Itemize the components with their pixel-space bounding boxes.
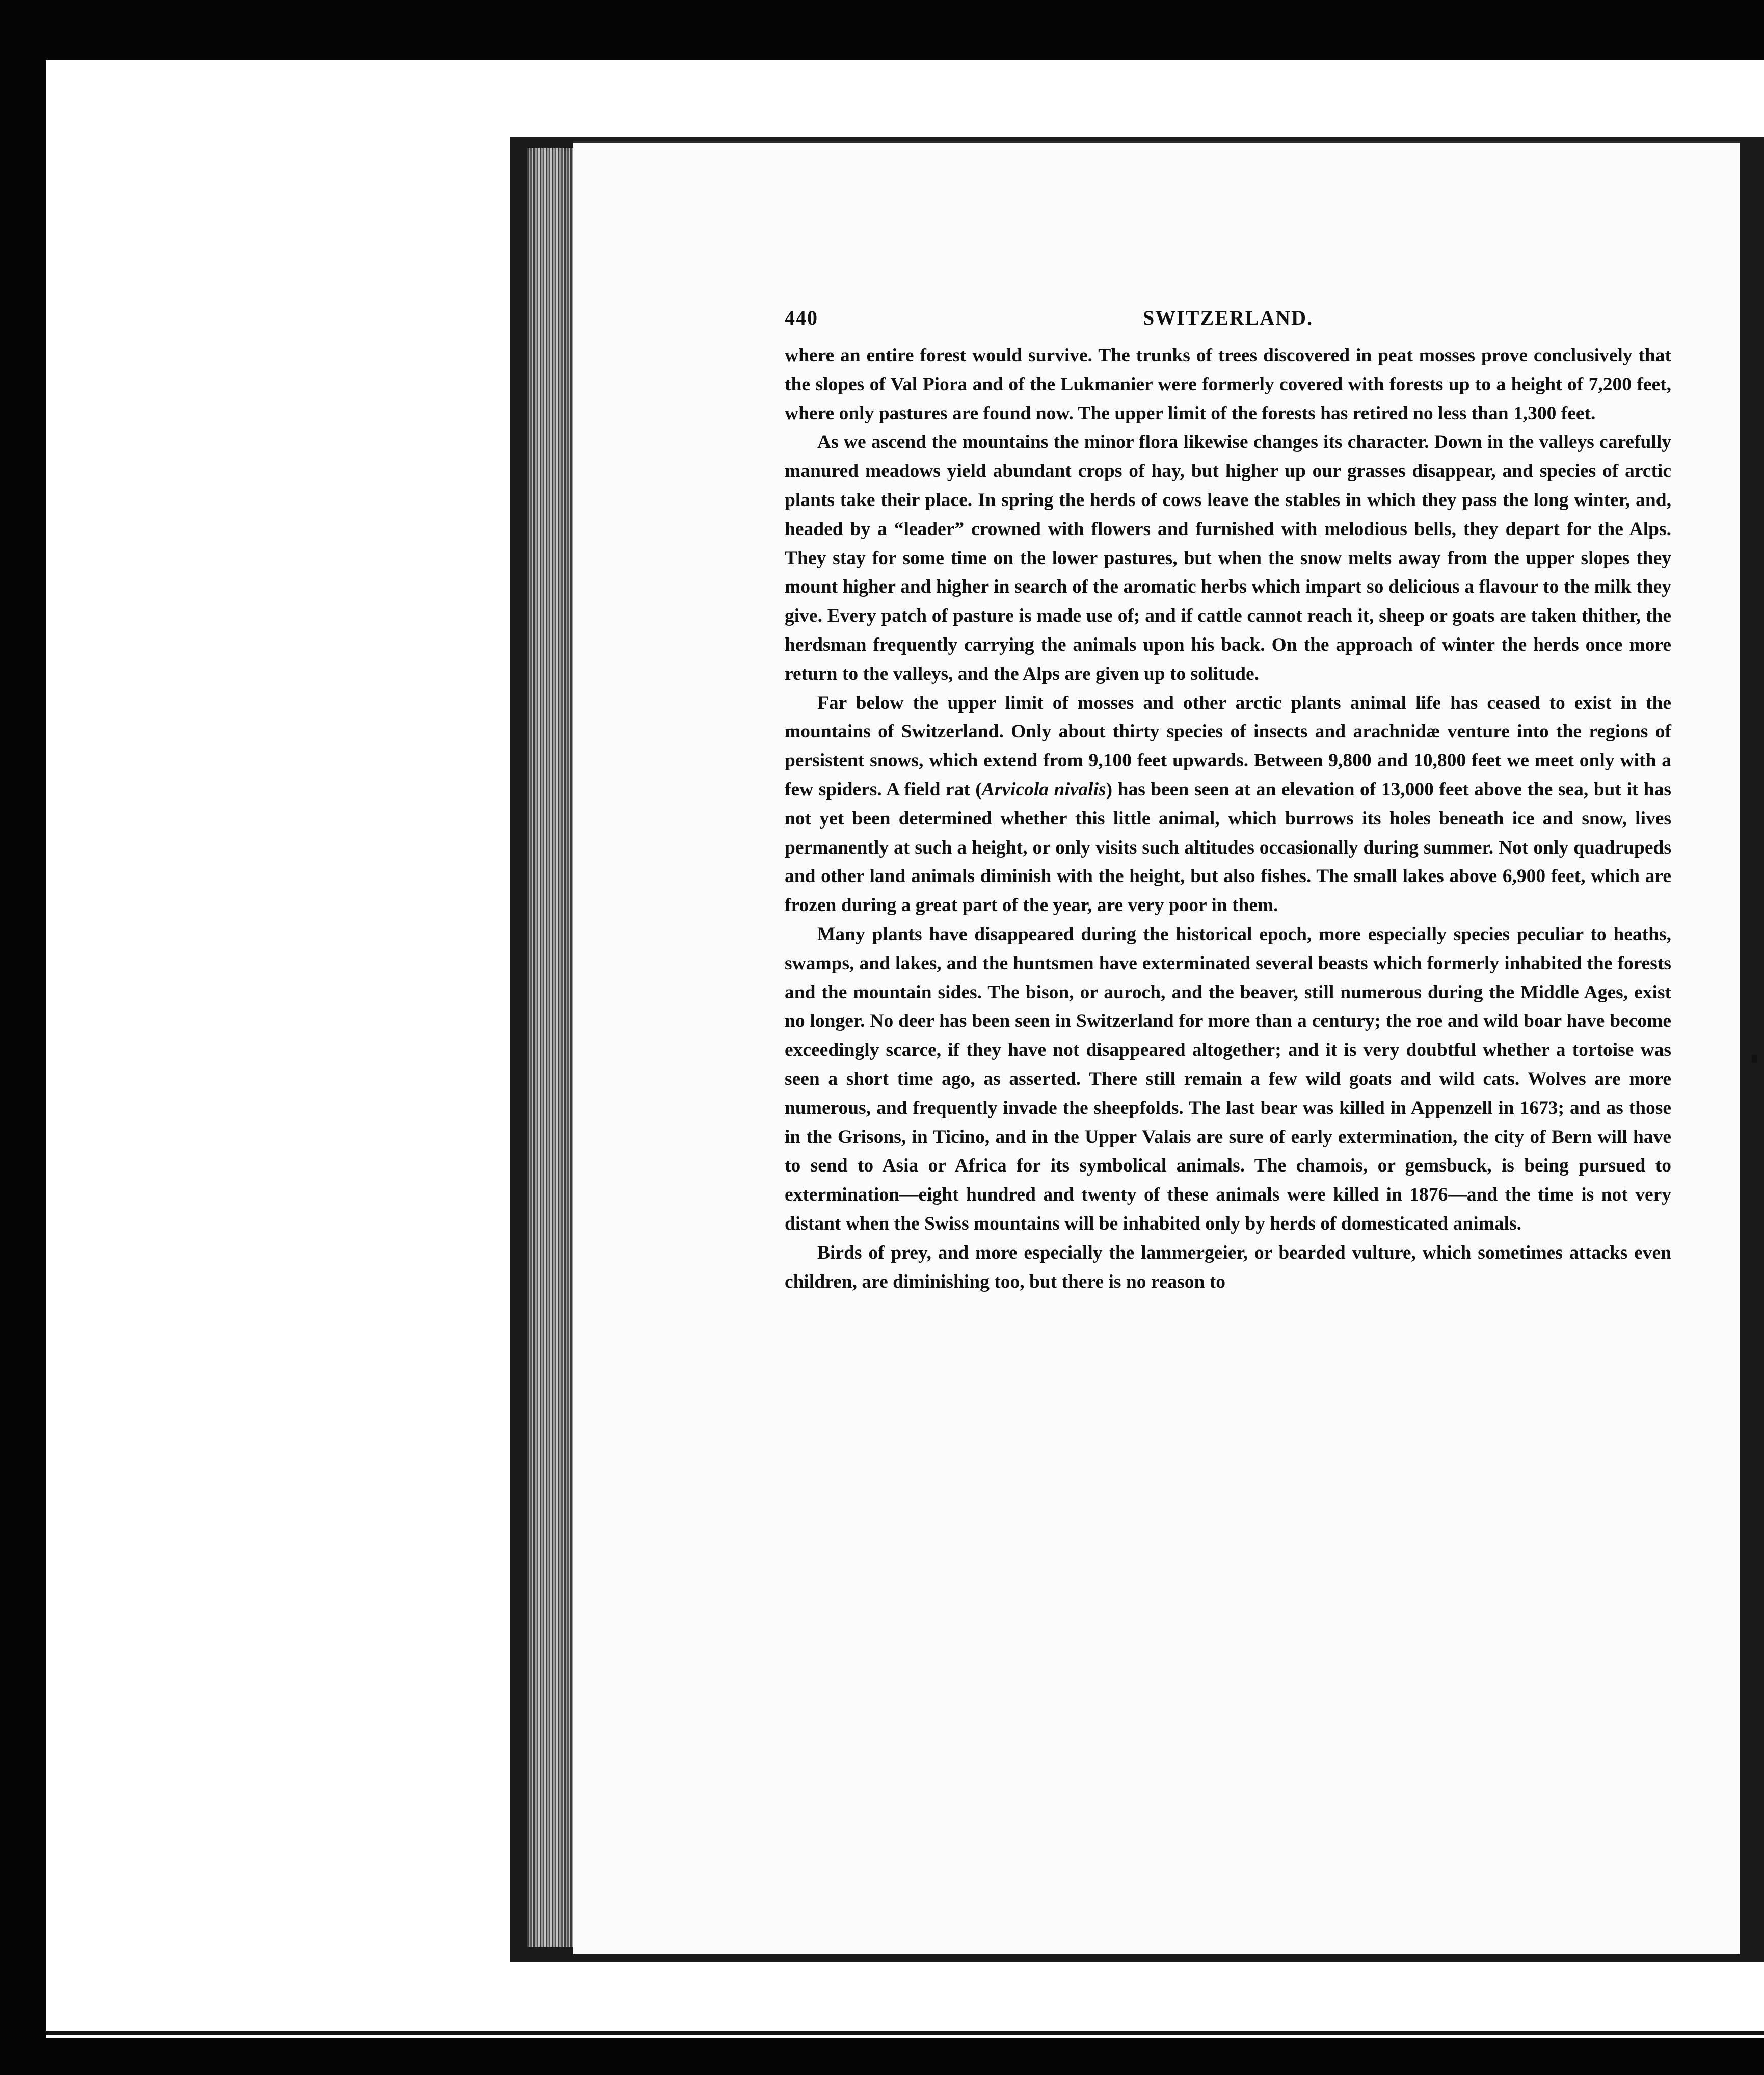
margin-mark bbox=[1752, 1055, 1757, 1063]
running-head bbox=[785, 306, 1671, 341]
running-title: SWITZERLAND. bbox=[1142, 306, 1314, 329]
paragraph-1: where an entire forest would survive. The trunks of trees discovered in peat mosses prove conclusively that the slopes of Val Piora and of the Lukmanier were formerly covered with forests up to a height of 7,200 feet, where only pastures are found now. The upper limit of the forests has retired no less than 1,300 feet. bbox=[785, 345, 1671, 424]
scan-border-top bbox=[0, 0, 1764, 60]
paragraph-3-part-1: Far below the upper limit of mosses and other arctic plants animal life has ceased to exist in the mountains of Switzerland. Only about thirty species of insects and arachnidæ venture into the regions of persistent snows, which extend from 9,100 feet upwards. Between 9,800 and 10,800 feet we meet only with a few spiders. A field rat ( bbox=[785, 692, 1671, 800]
paragraph-3 bbox=[785, 689, 1671, 920]
scan-border-bottom-line bbox=[46, 2031, 1764, 2035]
scan-border-gap bbox=[46, 60, 1764, 66]
scan-border-bottom bbox=[0, 2038, 1764, 2075]
paragraph-5: Birds of prey, and more especially the lammergeier, or bearded vulture, which sometimes attacks even children, are diminishing too, but there is no reason to bbox=[785, 1242, 1671, 1292]
paragraph-2: As we ascend the mountains the minor flora likewise changes its character. Down in the valleys carefully manured meadows yield abundant crops of hay, but higher up our grasses disappear, and species of arctic plants take their place. In spring the herds of cows leave the stables in which they pass the long winter, and, headed by a “leader” crowned with flowers and furnished with melodious bells, they depart for the Alps. They stay for some time on the lower pastures, but when the snow melts away from the upper slopes they mount higher and higher in search of the aromatic herbs which impart so delicious a flavour to the milk they give. Every patch of pasture is made use of; and if cattle cannot reach it, sheep or goats are taken thither, the herdsman frequently carrying the animals upon his back. On the approach of winter the herds once more return to the valleys, and the Alps are given up to solitude. bbox=[785, 432, 1671, 684]
paragraph-3-part-2: ) has been seen at an elevation of 13,000 feet above the sea, but it has not yet been determined whether this little animal, which burrows its holes beneath ice and snow, lives permanently at such a height, or only visits such altitudes occasionally during summer. Not only quadrupeds and other land animals diminish with the height, but also fishes. The small lakes above 6,900 feet, which are frozen during a great part of the year, are very poor in them. bbox=[785, 779, 1671, 916]
page-edges-stack bbox=[527, 148, 573, 1947]
scan-border-left bbox=[0, 0, 46, 2075]
paragraph-4: Many plants have disappeared during the historical epoch, more especially species peculiar to heaths, swamps, and lakes, and the huntsmen have exterminated several beasts which formerly inhabited the forests and the mountain sides. The bison, or auroch, and the beaver, still numerous during the Middle Ages, exist no longer. No deer has been seen in Switzerland for more than a century; the roe and wild boar have become exceedingly scarce, if they have not disappeared altogether; and it is very doubtful whether a tortoise was seen a short time ago, as asserted. There still remain a few wild goats and wild cats. Wolves are more numerous, and frequently invade the sheepfolds. The last bear was killed in Appenzell in 1673; and as those in the Grisons, in Ticino, and in the Upper Valais are sure of early extermination, the city of Bern will have to send to Asia or Africa for its symbolical animals. The chamois, or gemsbuck, is being pursued to extermination—eight hundred and twenty of these animals were killed in 1876—and the time is not very distant when the Swiss mountains will be inhabited only by herds of domesticated animals. bbox=[785, 923, 1671, 1234]
page-number: 440 bbox=[785, 306, 818, 329]
species-name-italic: Arvicola nivalis bbox=[981, 779, 1106, 800]
text-block bbox=[785, 306, 1671, 1296]
